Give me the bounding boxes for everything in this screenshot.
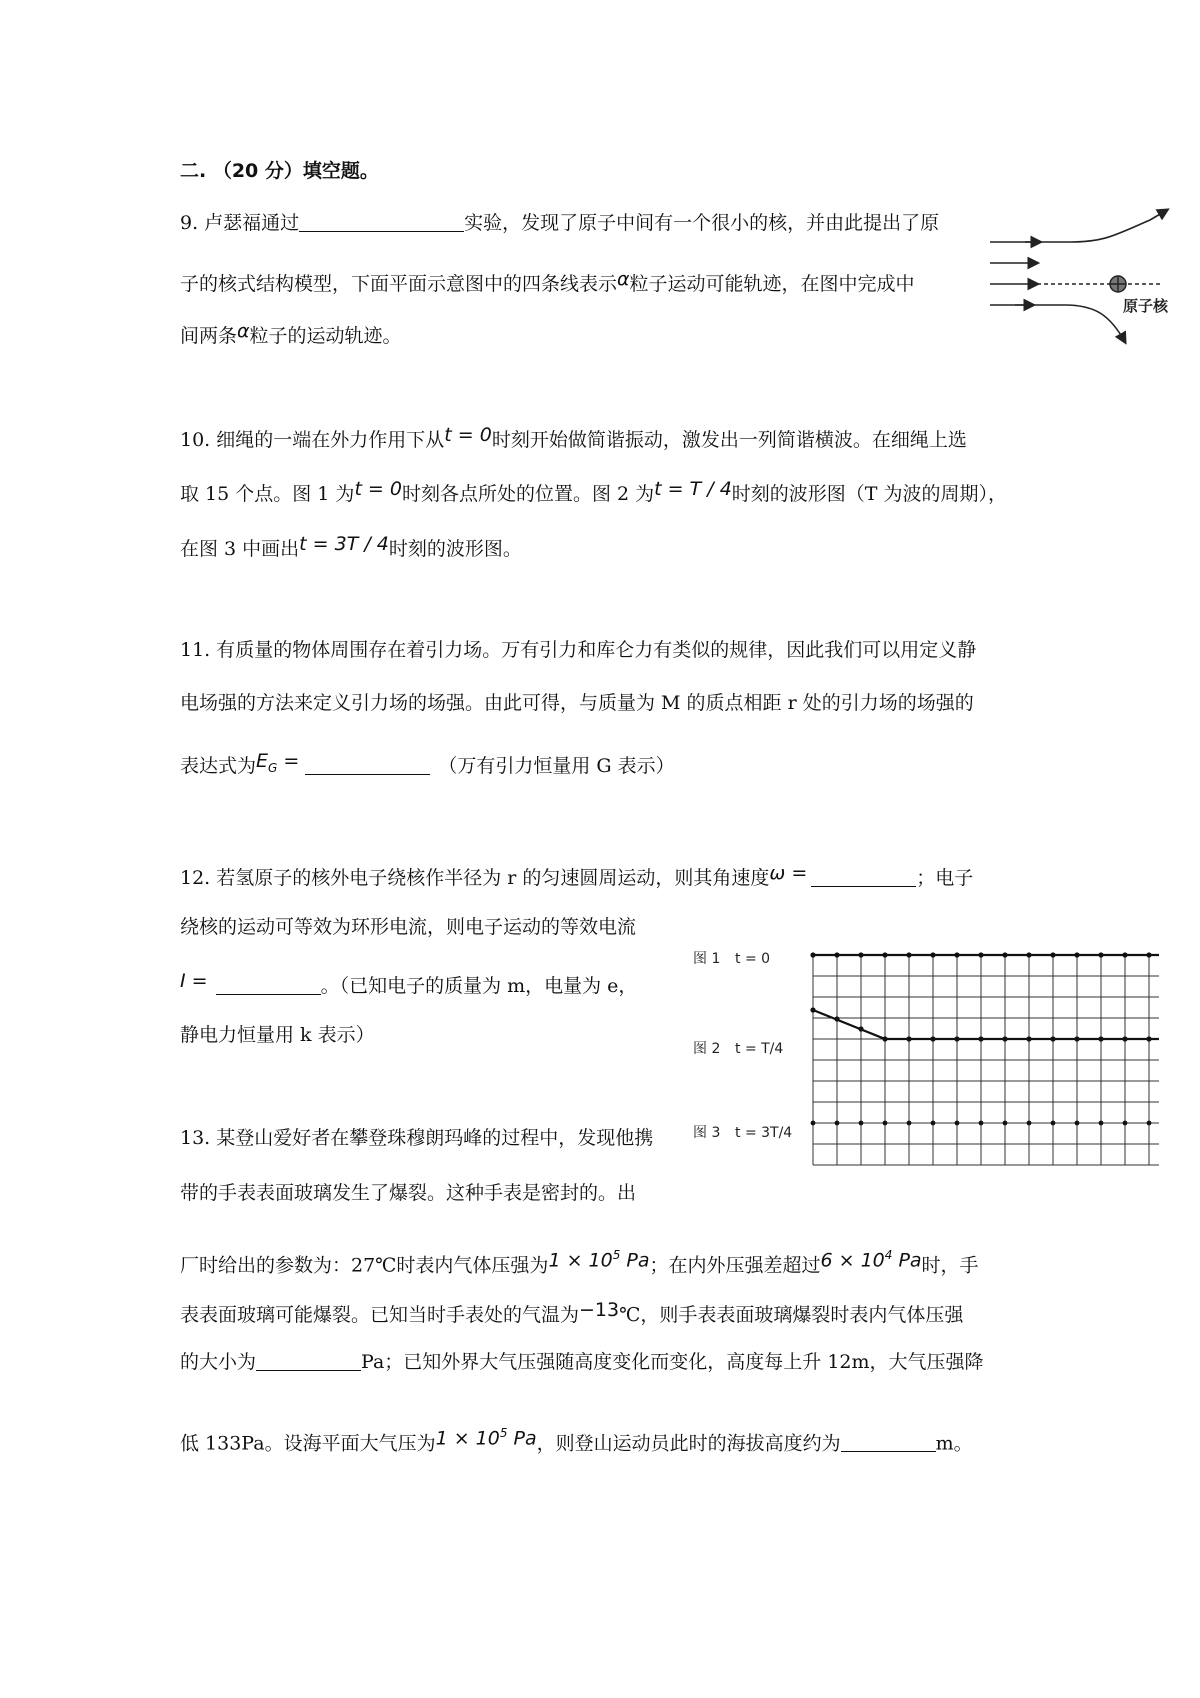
wave-2-point xyxy=(834,1016,839,1021)
wave-2-point xyxy=(810,1007,815,1012)
q12-line-3: I = 。（已知电子的质量为 m，电量为 e， xyxy=(180,966,637,1001)
wave-2-point xyxy=(858,1026,863,1031)
equation-eg: $E_G$ = xyxy=(256,750,300,775)
wave-1-point xyxy=(978,952,983,957)
wave-1-point xyxy=(834,952,839,957)
wave-3-point xyxy=(931,1121,936,1126)
equation-t0: t = 0 xyxy=(354,478,402,500)
wave-3-point xyxy=(1027,1121,1032,1126)
q11-line-1: 11. 有质量的物体周围存在着引力场。万有引力和库仑力有类似的规律，因此我们可以用定义静 xyxy=(180,639,977,661)
q12-line-2: 绕核的运动可等效为环形电流，则电子运动的等效电流 xyxy=(180,916,637,938)
wave-2-point xyxy=(882,1036,887,1041)
equation-omega: ω = xyxy=(769,862,808,884)
q9-line-2: 子的核式结构模型，下面平面示意图中的四条线表示α粒子运动可能轨迹，在图中完成中 xyxy=(180,264,915,299)
trajectory-bottom xyxy=(990,305,1125,342)
wave-3-point xyxy=(1099,1121,1104,1126)
q13-blank-height[interactable] xyxy=(841,1429,936,1452)
wave-3-point xyxy=(1075,1121,1080,1126)
wave-3-point xyxy=(811,1121,816,1126)
wave-2-point xyxy=(1146,1036,1151,1041)
alpha-symbol: α xyxy=(237,320,250,342)
figure-3-time: t = 3T/4 xyxy=(735,1125,793,1141)
equation-current: I = xyxy=(180,970,208,992)
q13-line-2: 带的手表表面玻璃发生了爆裂。这种手表是密封的。出 xyxy=(180,1182,637,1204)
q10-line-3: 在图 3 中画出t = 3T / 4时刻的波形图。 xyxy=(180,529,522,564)
nucleus-label: 原子核 xyxy=(1123,297,1169,315)
wave-1-point xyxy=(1002,952,1007,957)
equation-tT4: t = T / 4 xyxy=(654,478,732,500)
pressure-value-1: $1 \times 10^5$ Pa xyxy=(548,1248,650,1272)
q12-line-4: 静电力恒量用 k 表示） xyxy=(180,1024,375,1046)
wave-1-point xyxy=(930,952,935,957)
figure-2-label: 图 2 xyxy=(693,1041,721,1057)
wave-3-point xyxy=(1051,1121,1056,1126)
q13-line-1: 13. 某登山爱好者在攀登珠穆朗玛峰的过程中，发现他携 xyxy=(180,1127,654,1149)
wave-3-point xyxy=(1147,1121,1152,1126)
wave-2-point xyxy=(930,1036,935,1041)
q11-line-3: 表达式为$E_G$ = （万有引力恒量用 G 表示） xyxy=(180,746,675,783)
pressure-value-3: $1 \times 10^5$ Pa xyxy=(435,1426,537,1450)
wave-3-point xyxy=(883,1121,888,1126)
wave-1-point xyxy=(810,952,815,957)
wave-1-point xyxy=(1146,952,1151,957)
section-title: 二. （20 分）填空题。 xyxy=(180,160,379,182)
wave-grid xyxy=(813,955,1159,1165)
wave-2-point xyxy=(978,1036,983,1041)
wave-3-point xyxy=(979,1121,984,1126)
figure-1-time: t = 0 xyxy=(735,951,771,967)
temperature-value: −13 xyxy=(579,1299,620,1321)
wave-1-point xyxy=(1098,952,1103,957)
q9-blank[interactable] xyxy=(299,209,464,232)
q10-line-2: 取 15 个点。图 1 为t = 0时刻各点所处的位置。图 2 为t = T / 4时刻的波形图（T 为波的周期）， xyxy=(180,474,1007,509)
q12-line-1: 12. 若氢原子的核外电子绕核作半径为 r 的匀速圆周运动，则其角速度ω = ；电子 xyxy=(180,858,973,893)
wave-2-point xyxy=(906,1036,911,1041)
q10-line-1: 10. 细绳的一端在外力作用下从t = 0时刻开始做简谐振动，激发出一列简谐横波。在细绳上选 xyxy=(180,420,967,455)
wave-2-point xyxy=(1098,1036,1103,1041)
wave-2-point xyxy=(1074,1036,1079,1041)
wave-2-point xyxy=(1122,1036,1127,1041)
wave-3-point xyxy=(907,1121,912,1126)
wave-1-point xyxy=(1122,952,1127,957)
wave-1-point xyxy=(906,952,911,957)
wave-1-point xyxy=(858,952,863,957)
wave-2-point xyxy=(954,1036,959,1041)
wave-3-point xyxy=(835,1121,840,1126)
wave-3-point xyxy=(955,1121,960,1126)
q9-line-3: 间两条α粒子的运动轨迹。 xyxy=(180,316,402,351)
q13-line-6: 低 133Pa。设海平面大气压为$1 \times 10^5$ Pa，则登山运动员此时的海拔高度约为 m。 xyxy=(180,1418,973,1458)
alpha-trajectory-diagram xyxy=(985,200,1195,350)
wave-1-point xyxy=(1026,952,1031,957)
alpha-symbol: α xyxy=(617,268,630,290)
q11-blank[interactable] xyxy=(305,752,430,775)
equation-t3T4: t = 3T / 4 xyxy=(299,533,389,555)
figure-3-label: 图 3 xyxy=(693,1125,721,1141)
wave-1-point xyxy=(1074,952,1079,957)
wave-1-point xyxy=(954,952,959,957)
q12-blank-omega[interactable] xyxy=(811,864,916,887)
wave-1-point xyxy=(882,952,887,957)
q13-blank-pressure[interactable] xyxy=(256,1348,361,1371)
wave-3-point xyxy=(1003,1121,1008,1126)
figure-2-time: t = T/4 xyxy=(735,1041,784,1057)
wave-3-point xyxy=(859,1121,864,1126)
wave-2-point xyxy=(1050,1036,1055,1041)
wave-figure xyxy=(685,935,1190,1185)
figure-1-label: 图 1 xyxy=(693,951,721,967)
q13-line-5: 的大小为 Pa；已知外界大气压强随高度变化而变化，高度每上升 12m，大气压强降 xyxy=(180,1347,984,1377)
q13-line-4: 表表面玻璃可能爆裂。已知当时手表处的气温为−13℃，则手表表面玻璃爆裂时表内气体压强 xyxy=(180,1295,963,1330)
q12-blank-current[interactable] xyxy=(216,972,321,995)
wave-3-point xyxy=(1123,1121,1128,1126)
pressure-value-2: $6 \times 10^4$ Pa xyxy=(820,1248,922,1272)
wave-2-line xyxy=(813,1010,1159,1039)
wave-2-point xyxy=(1026,1036,1031,1041)
wave-1-point xyxy=(1050,952,1055,957)
q13-line-3: 厂时给出的参数为：27℃时表内气体压强为$1 \times 10^5$ Pa；在内外压强差超过$6 \times 10^4$ Pa时，手 xyxy=(180,1240,979,1280)
trajectory-top xyxy=(990,210,1167,242)
equation-t0: t = 0 xyxy=(444,424,492,446)
q9-line-1: 9. 卢瑟福通过 实验，发现了原子中间有一个很小的核，并由此提出了原 xyxy=(180,208,939,238)
q11-line-2: 电场强的方法来定义引力场的场强。由此可得，与质量为 M 的质点相距 r 处的引力场的场强的 xyxy=(180,692,974,714)
wave-2-point xyxy=(1002,1036,1007,1041)
